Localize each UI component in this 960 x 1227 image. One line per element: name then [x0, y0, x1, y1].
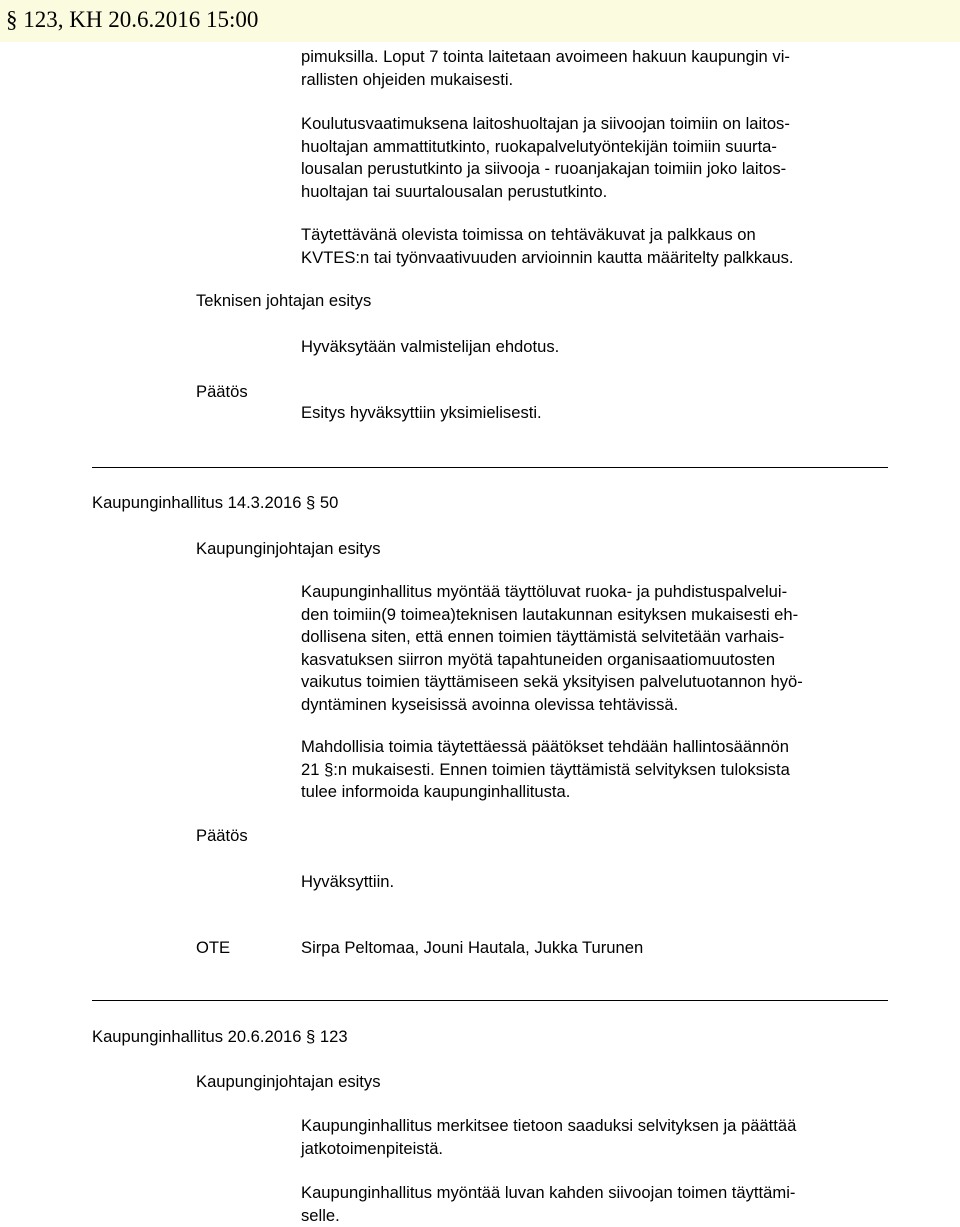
ote-recipients: Sirpa Peltomaa, Jouni Hautala, Jukka Turunen [301, 938, 644, 957]
proposal-label: Teknisen johtajan esitys [196, 291, 372, 310]
text-line: Kaupunginhallitus merkitsee tietoon saaduksi selvityksen ja päättää [301, 1116, 797, 1135]
section-divider [92, 467, 888, 468]
text-line: lousalan perustutkinto ja siivooja - ruoanjakajan toimiin joko laitos- [301, 159, 787, 179]
permit-paragraph [301, 581, 901, 717]
page-header [0, 0, 960, 42]
education-paragraph [301, 113, 901, 203]
text-line: dyntäminen kyseisissä avoinna olevissa tehtävissä. [301, 694, 679, 714]
text-line: kasvatuksen siirron myötä tapahtuneiden organisaatiomuutosten [301, 649, 776, 669]
text-line: jatkotoimenpiteistä. [301, 1138, 444, 1158]
decision-text: Esitys hyväksyttiin yksimielisesti. [301, 403, 542, 422]
text-line: pimuksilla. Loput 7 tointa laitetaan avoimeen hakuun kaupungin vi- [301, 47, 790, 66]
text-line: den toimiin(9 toimea)teknisen lautakunnan esityksen mukaisesti eh- [301, 604, 799, 624]
rules-paragraph [301, 736, 901, 804]
section-reference: § 123, KH 20.6.2016 15:00 [6, 7, 259, 32]
text-line: tulee informoida kaupunginhallitusta. [301, 782, 571, 802]
ote-label: OTE [196, 938, 231, 957]
salary-paragraph [301, 224, 901, 269]
text-line: dollisena siten, että ennen toimien täyttämistä selvitetään varhais- [301, 627, 785, 647]
decision-label: Päätös [196, 382, 248, 401]
decision-text: Hyväksyttiin. [301, 872, 395, 891]
text-line: rallisten ohjeiden mukaisesti. [301, 69, 514, 89]
text-line: huoltajan tai suurtalousalan perustutkinto. [301, 181, 608, 201]
meeting-heading: Kaupunginhallitus 14.3.2016 § 50 [92, 493, 339, 512]
proposal-label: Kaupunginjohtajan esitys [196, 1072, 381, 1091]
proposal-text: Hyväksytään valmistelijan ehdotus. [301, 337, 560, 356]
text-line: Koulutusvaatimuksena laitoshuoltajan ja siivoojan toimiin on laitos- [301, 114, 790, 133]
meeting-heading: Kaupunginhallitus 20.6.2016 § 123 [92, 1027, 348, 1046]
text-line: Täytettävänä olevista toimissa on tehtäväkuvat ja palkkaus on [301, 225, 756, 244]
text-line: Mahdollisia toimia täytettäessä päätökset tehdään hallintosäännön [301, 737, 789, 756]
text-line: vaikutus toimien täyttämiseen sekä yksityisen palvelutuotannon hyö- [301, 672, 803, 692]
decision-label: Päätös [196, 826, 248, 845]
intro-paragraph [301, 46, 901, 91]
text-line: selle. [301, 1205, 340, 1225]
text-line: 21 §:n mukaisesti. Ennen toimien täyttämistä selvityksen tuloksista [301, 759, 790, 779]
proposal-label: Kaupunginjohtajan esitys [196, 539, 381, 558]
text-line: huoltajan ammattitutkinto, ruokapalvelutyöntekijän toimiin suurta- [301, 136, 777, 156]
section-divider [92, 1000, 888, 1001]
text-line: KVTES:n tai työnvaativuuden arvioinnin kautta määritelty palkkaus. [301, 247, 794, 267]
text-line: Kaupunginhallitus myöntää täyttöluvat ruoka- ja puhdistuspalvelui- [301, 582, 788, 601]
text-line: Kaupunginhallitus myöntää luvan kahden siivoojan toimen täyttämi- [301, 1183, 796, 1202]
cleaner-permit-paragraph [301, 1182, 901, 1227]
followup-paragraph [301, 1115, 901, 1160]
